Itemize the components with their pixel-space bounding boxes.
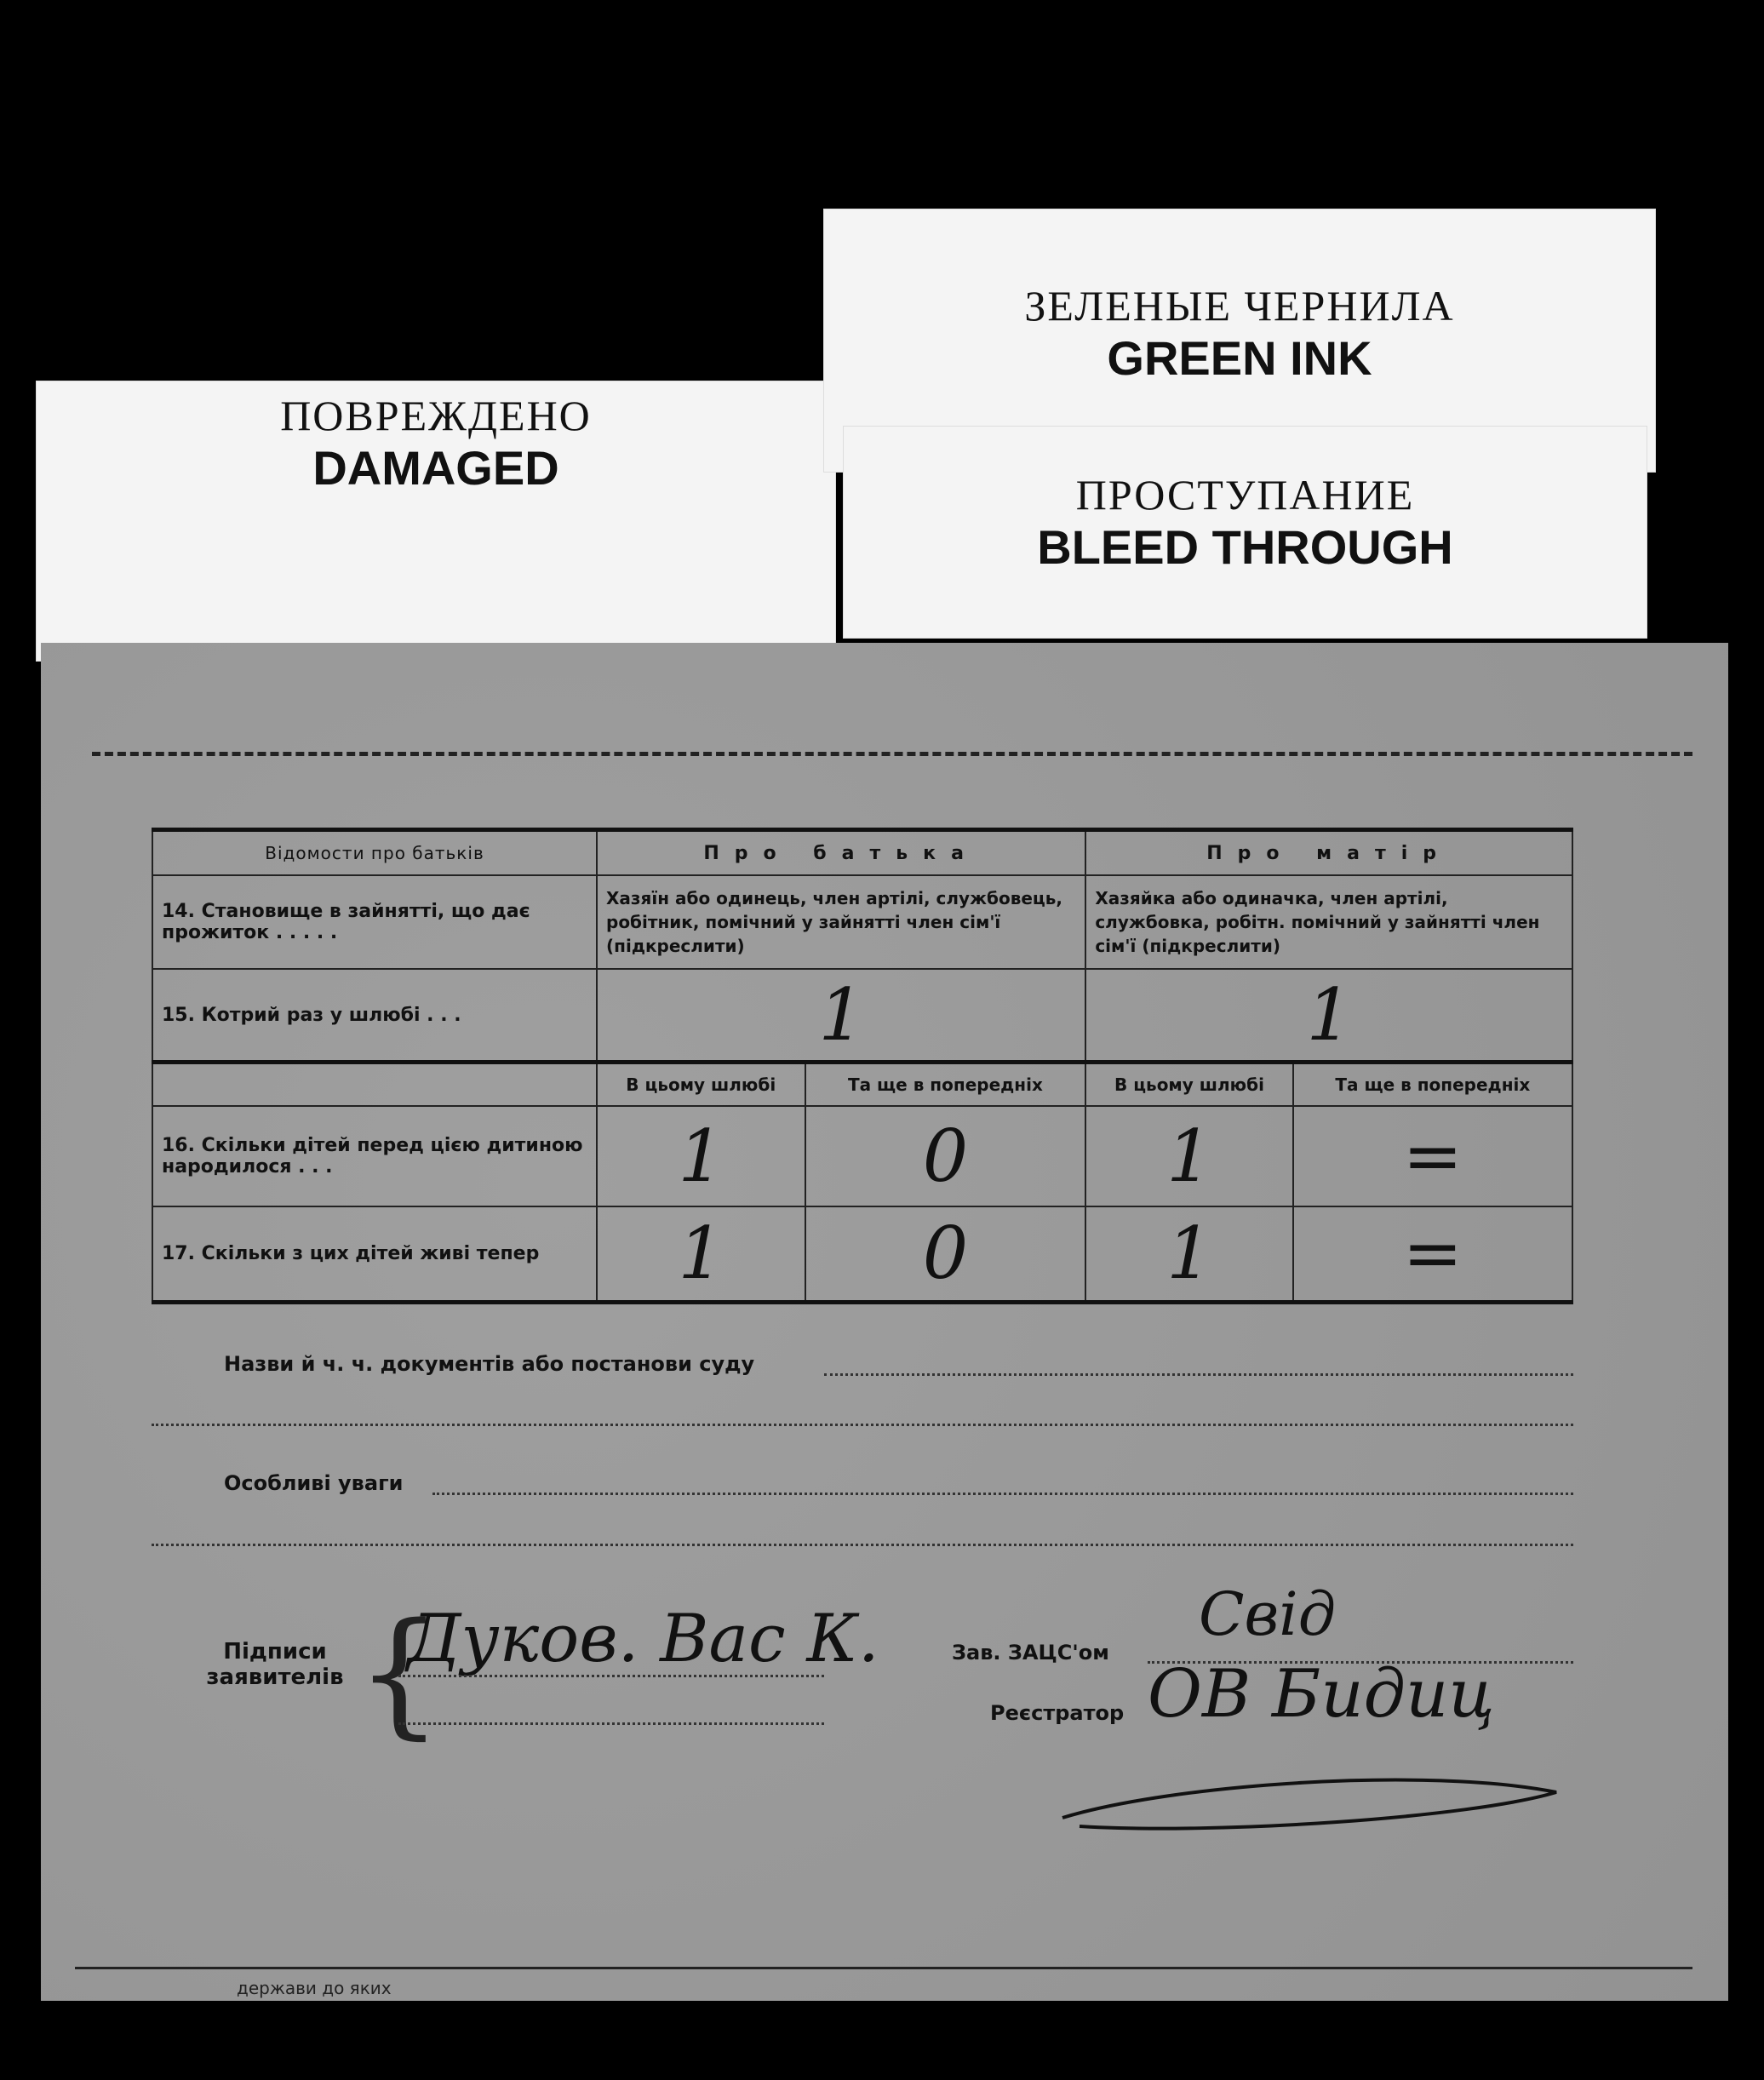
bottom-rule bbox=[75, 1967, 1692, 1969]
damaged-ru-text: ПОВРЕЖДЕНО bbox=[280, 392, 592, 439]
registrar-signature: ОВ Бидиц bbox=[1148, 1656, 1495, 1733]
applicant-sig-line-2 bbox=[398, 1722, 824, 1725]
subheader-mother-this: В цьому шлюбі bbox=[1085, 1063, 1292, 1107]
registrar-label: Реєстратор bbox=[990, 1701, 1125, 1725]
subheader-father-this: В цьому шлюбі bbox=[597, 1063, 805, 1107]
tear-line bbox=[92, 752, 1692, 756]
row16-value-4: = bbox=[1293, 1106, 1572, 1206]
row14-father: Хазяїн або одинець, член артілі, службовець, робітник, помічний у зайнятті член сім'ї (підкреслити) bbox=[597, 875, 1085, 969]
notes-label: Особливі уваги bbox=[224, 1471, 404, 1495]
head-signature: Свід bbox=[1199, 1579, 1337, 1649]
damaged-label-card bbox=[36, 381, 836, 662]
bottom-text: держави до яких bbox=[237, 1978, 392, 1998]
row15-mother-value: 1 bbox=[1085, 969, 1572, 1063]
bleed-en-text: BLEED THROUGH bbox=[1037, 520, 1453, 574]
row16-value-1: 1 bbox=[597, 1106, 805, 1206]
documents-line-2 bbox=[152, 1424, 1573, 1426]
row17-question: 17. Скільки з цих дітей живі тепер bbox=[152, 1206, 597, 1302]
head-label: Зав. ЗАЦС'ом bbox=[952, 1641, 1109, 1665]
applicant-sig-line bbox=[398, 1675, 824, 1677]
damaged-en-text: DAMAGED bbox=[312, 441, 559, 495]
row15-father-value: 1 bbox=[597, 969, 1085, 1063]
form-sheet bbox=[41, 643, 1728, 2001]
notes-line-2 bbox=[152, 1544, 1573, 1546]
documents-line bbox=[824, 1373, 1573, 1376]
row14-question: 14. Становище в зайнятті, що дає прожиток . . . . . bbox=[152, 875, 597, 969]
row14-mother: Хазяйка або одиначка, член артілі, службовка, робітн. помічний у зайнятті член сім'ї (підкреслити) bbox=[1085, 875, 1572, 969]
notes-line bbox=[432, 1493, 1573, 1495]
header-father: Про батька bbox=[597, 830, 1085, 876]
signature-flourish bbox=[1045, 1750, 1573, 1852]
parents-info-table bbox=[152, 828, 1573, 1304]
row17-value-3: 1 bbox=[1085, 1206, 1292, 1302]
signatures-label: Підписи заявителів bbox=[206, 1639, 344, 1690]
subheader-spacer bbox=[152, 1063, 597, 1107]
row17-value-2: 0 bbox=[805, 1206, 1086, 1302]
row15-question: 15. Котрий раз у шлюбі . . . bbox=[152, 969, 597, 1063]
applicant-signature: Дуков. Вас К. bbox=[407, 1601, 879, 1677]
bleed-ru-text: ПРОСТУПАНИЕ bbox=[1075, 471, 1415, 519]
row17-value-4: = bbox=[1293, 1206, 1572, 1302]
signature-brace: { bbox=[356, 1593, 443, 1752]
subheader-mother-previous: Та ще в попередніх bbox=[1293, 1063, 1572, 1107]
row17-value-1: 1 bbox=[597, 1206, 805, 1302]
documents-label: Назви й ч. ч. документів або постанови суду bbox=[224, 1352, 755, 1376]
green-ink-en-text: GREEN INK bbox=[1107, 331, 1372, 385]
green-ink-ru-text: ЗЕЛЕНЫЕ ЧЕРНИЛА bbox=[1024, 282, 1455, 329]
row16-value-2: 0 bbox=[805, 1106, 1086, 1206]
header-mother: Про матір bbox=[1085, 830, 1572, 876]
row16-question: 16. Скільки дітей перед цією дитиною народилося . . . bbox=[152, 1106, 597, 1206]
row16-value-3: 1 bbox=[1085, 1106, 1292, 1206]
header-parents-info: Відомости про батьків bbox=[152, 830, 597, 876]
bleed-through-label-card bbox=[843, 426, 1647, 639]
subheader-father-previous: Та ще в попередніх bbox=[805, 1063, 1086, 1107]
